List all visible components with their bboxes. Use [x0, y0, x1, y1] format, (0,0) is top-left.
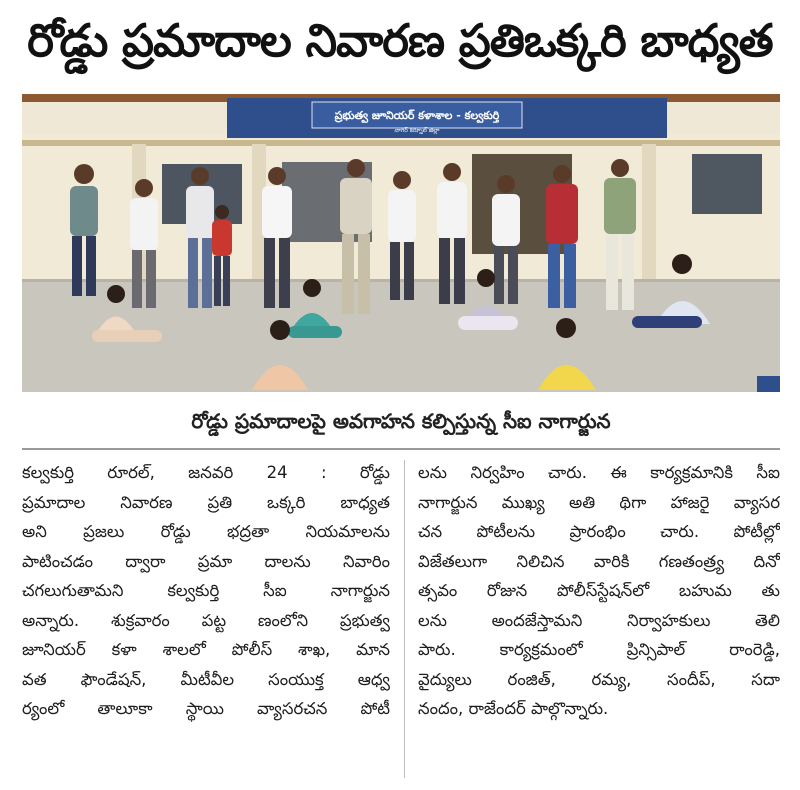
article-column-right [418, 458, 780, 783]
photo-caption: రోడ్డు ప్రమాదాలపై అవగాహన కల్పిస్తున్న సీఐ నాగార్జున [191, 409, 611, 433]
caption-divider [22, 448, 780, 450]
article-column-left [22, 458, 390, 783]
article-line: త్సవం రోజున పోలీస్‌స్టేషన్‌లో బహుమ తు [418, 581, 780, 600]
article-line: లను నిర్వహిం చారు. ఈ కార్యక్రమానికి సీఐ [418, 463, 780, 482]
article-line: చగలుగుతామని కల్వకుర్తి సీఐ నాగార్జున [22, 581, 390, 600]
article-line: అని ప్రజలు రోడ్డు భద్రతా నియమాలను [22, 522, 390, 541]
article-line: విజేతలుగా నిలిచిన వారికి గణతంత్ర్య దినో [418, 551, 780, 571]
article-line: ప్రమాదాల నివారణ ప్రతి ఒక్కరి బాధ్యత [22, 492, 390, 512]
banner-subtext: నాగర్ కర్నూల్ జిల్లా [394, 127, 440, 134]
news-photo [22, 94, 780, 392]
article-line: పాటించడం ద్వారా ప్రమా దాలను నివారిం [22, 551, 390, 571]
column-divider [404, 460, 405, 778]
article-line: చన పోటీలను ప్రారంభిం చారు. పోటీల్లో [418, 522, 780, 541]
banner-text: ప్రభుత్వ జూనియర్ కళాశాల - కల్వకుర్తి [334, 109, 500, 122]
article-line: జూనియర్ కళా శాలలో పోలీస్ శాఖ, మాన [22, 640, 390, 659]
article-line: నందం, రాజేందర్ పాల్గొన్నారు. [418, 699, 609, 718]
article-line: లను అందజేస్తామని నిర్వాహకులు తెలి [418, 610, 780, 630]
article-line: కల్వకుర్తి రూరల్, జనవరి 24 : రోడ్డు [22, 463, 390, 482]
article-line: వత ఫౌండేషన్, మీటీవీల సంయుక్త ఆధ్వ [22, 669, 390, 689]
article-line: అన్నారు. శుక్రవారం పట్ట ణంలోని ప్రభుత్వ [22, 610, 390, 630]
article-line: పారు. కార్యక్రమంలో ప్రిన్సిపాల్ రాంరెడ్డి, [418, 640, 780, 659]
headline: రోడ్డు ప్రమాదాల నివారణ ప్రతిఒక్కరి బాధ్యత [27, 14, 773, 67]
article-line: ర్యంలో తాలూకా స్థాయి వ్యాసరచన పోటీ [22, 699, 390, 718]
article-line: నాగార్జున ముఖ్య అతి థిగా హాజరై వ్యాసర [418, 492, 780, 512]
article-line: వైద్యులు రంజిత్, రమ్య, సందీప్, సదా [418, 669, 780, 689]
